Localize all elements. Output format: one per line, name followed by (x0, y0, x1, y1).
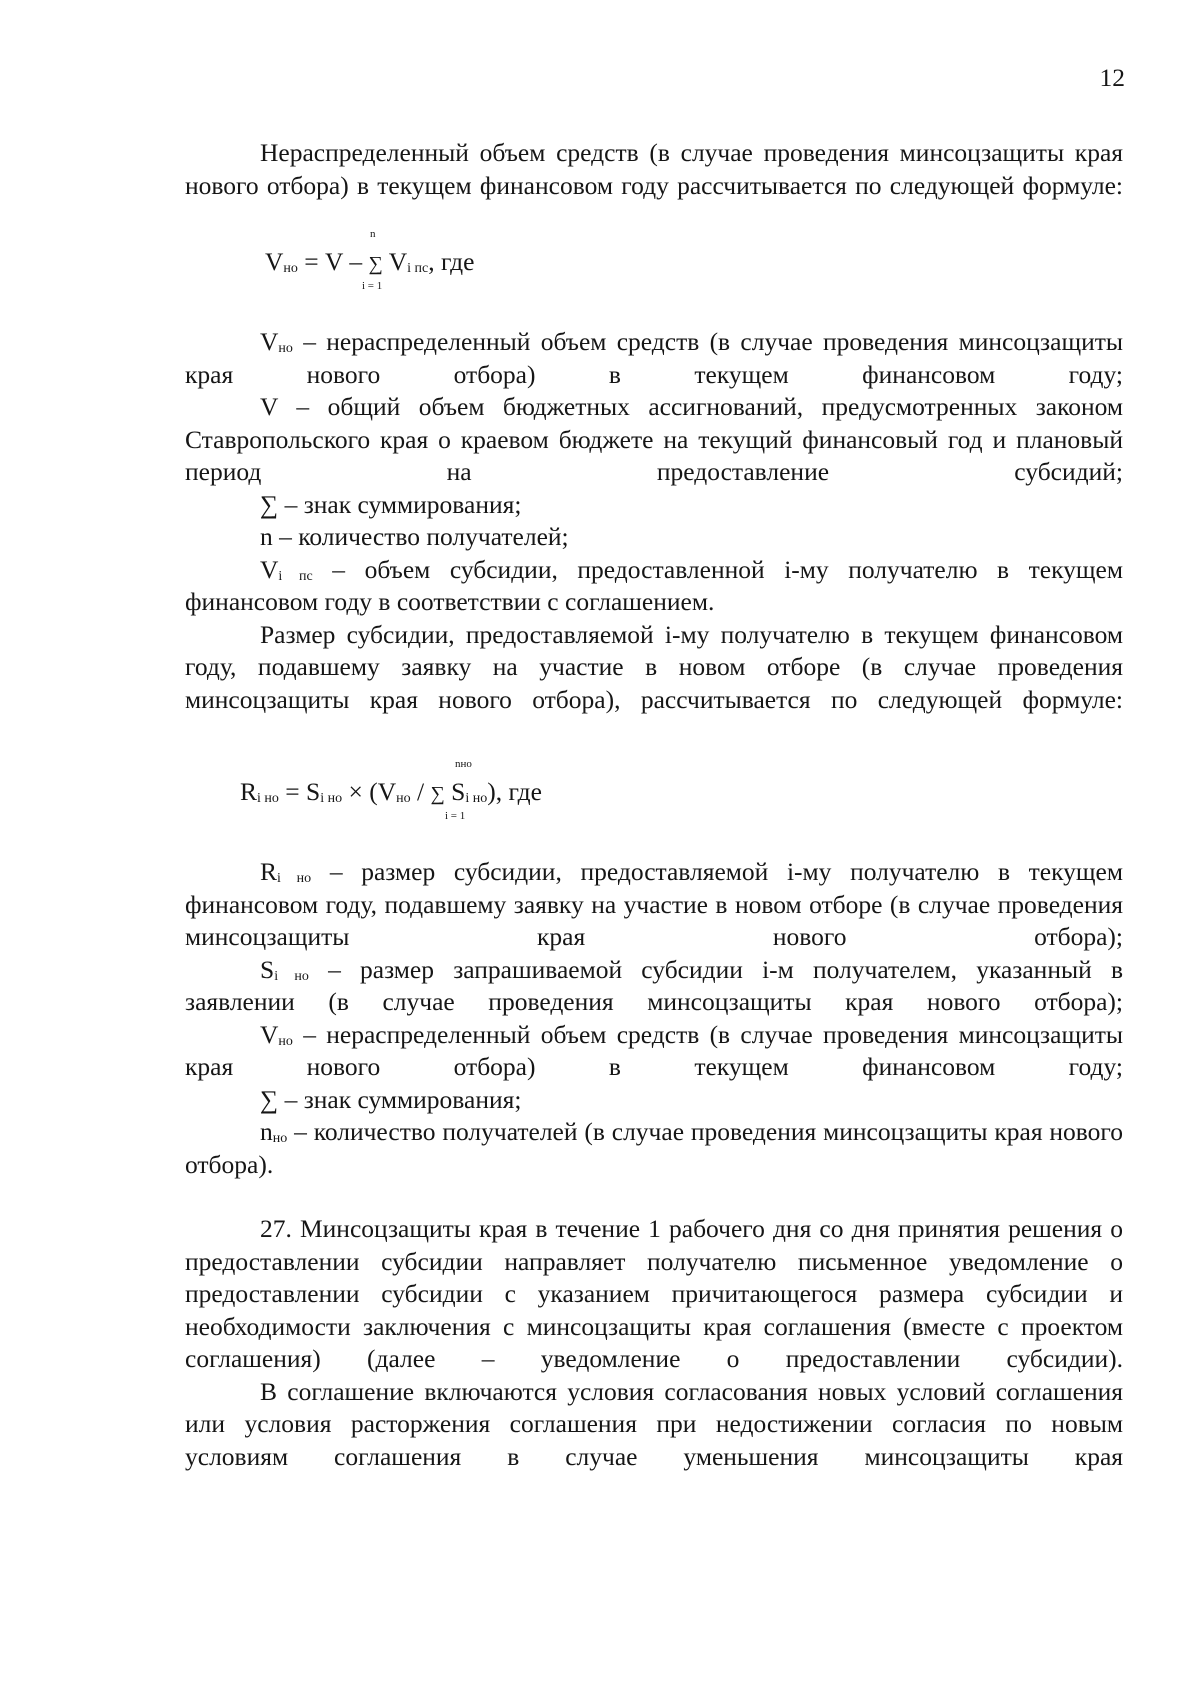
sum-lower-limit: i = 1 (362, 280, 383, 292)
definition-n: n – количество получателей; (260, 522, 569, 551)
definition-r-i-no: $R_{i но}$ – размер субсидии, предоставляемой i-му получателю в текущем финансовом году, подавшему заявку на участие в новом отборе (в случае проведения минсоцзащиты края нового отбора); (185, 857, 1123, 951)
definition-v-no-2: $V_{но}$ – нераспределенный объем средств (в случае проведения минсоцзащиты края нового отбора) в текущем финансовом году; (185, 1019, 1123, 1081)
sum-lower-limit: i = 1 (445, 810, 466, 822)
definition-v-i-ps: $V_{i пс}$ – объем субсидии, предоставленной i-му получателю в текущем финансовом году в соответствии с соглашением. (185, 554, 1123, 616)
definition-s-i-no: $S_{i но}$ – размер запрашиваемой субсидии i-м получателем, указанный в заявлении (в случае проведения минсоцзащиты края нового отбора); (185, 954, 1123, 1016)
formula-subsidy-size: nно $R_{i но} = S_{i но} \times (V_{но}$ / ∑ $S_{i но}$), где i = 1 (240, 758, 542, 822)
sum-upper-limit: nно (455, 758, 472, 770)
page-number: 12 (1099, 63, 1125, 92)
definition-sigma-2: ∑ – знак суммирования; (260, 1084, 522, 1114)
definition-n-no: $n_{но}$ – количество получателей (в случае проведения минсоцзащиты края нового отбора). (185, 1117, 1123, 1179)
paragraph-subsidy-size: Размер субсидии, предоставляемой i-му получателю в текущем финансовом году, подавшему заявку на участие в новом отборе (в случае проведения минсоцзащиты края нового отбора), рассчитывается по следующей формуле: (185, 619, 1123, 714)
sigma-symbol: ∑ (368, 253, 383, 275)
paragraph-27: 27. Минсоцзащиты края в течение 1 рабочего дня со дня принятия решения о предоставлении субсидии направляет получателю письменное уведомление о предоставлении субсидии с указанием причитающегося размера субсидии и необходимости заключения с минсоцзащиты края соглашения (вместе с проектом соглашения) (далее – уведомление о предоставлении субсидии). (185, 1214, 1123, 1373)
definition-v: V – общий объем бюджетных ассигнований, предусмотренных законом Ставропольского края о краевом бюджете на текущий финансовый год и плановый период на предоставление субсидий; (185, 392, 1123, 486)
sigma-symbol: ∑ (430, 783, 445, 805)
paragraph-intro: Нераспределенный объем средств (в случае проведения минсоцзащиты края нового отбора) в текущем финансовом году рассчитывается по следующей формуле: (185, 138, 1123, 200)
definition-v-no: $V_{но}$ – нераспределенный объем средств (в случае проведения минсоцзащиты края нового отбора) в текущем финансовом году; (185, 327, 1123, 389)
definition-sigma: ∑ – знак суммирования; (260, 489, 522, 519)
sum-upper-limit: n (370, 228, 376, 240)
formula-unallocated-volume: n $V_{но} = V$ – ∑ $V_{i пс}$, где i = 1 (265, 228, 475, 292)
document-body (185, 137, 1123, 1473)
paragraph-agreement-conditions: В соглашение включаются условия согласования новых условий соглашения или условия расторжения соглашения при недостижении согласия по новым условиям соглашения в случае уменьшения минсоцзащиты края (185, 1376, 1123, 1471)
